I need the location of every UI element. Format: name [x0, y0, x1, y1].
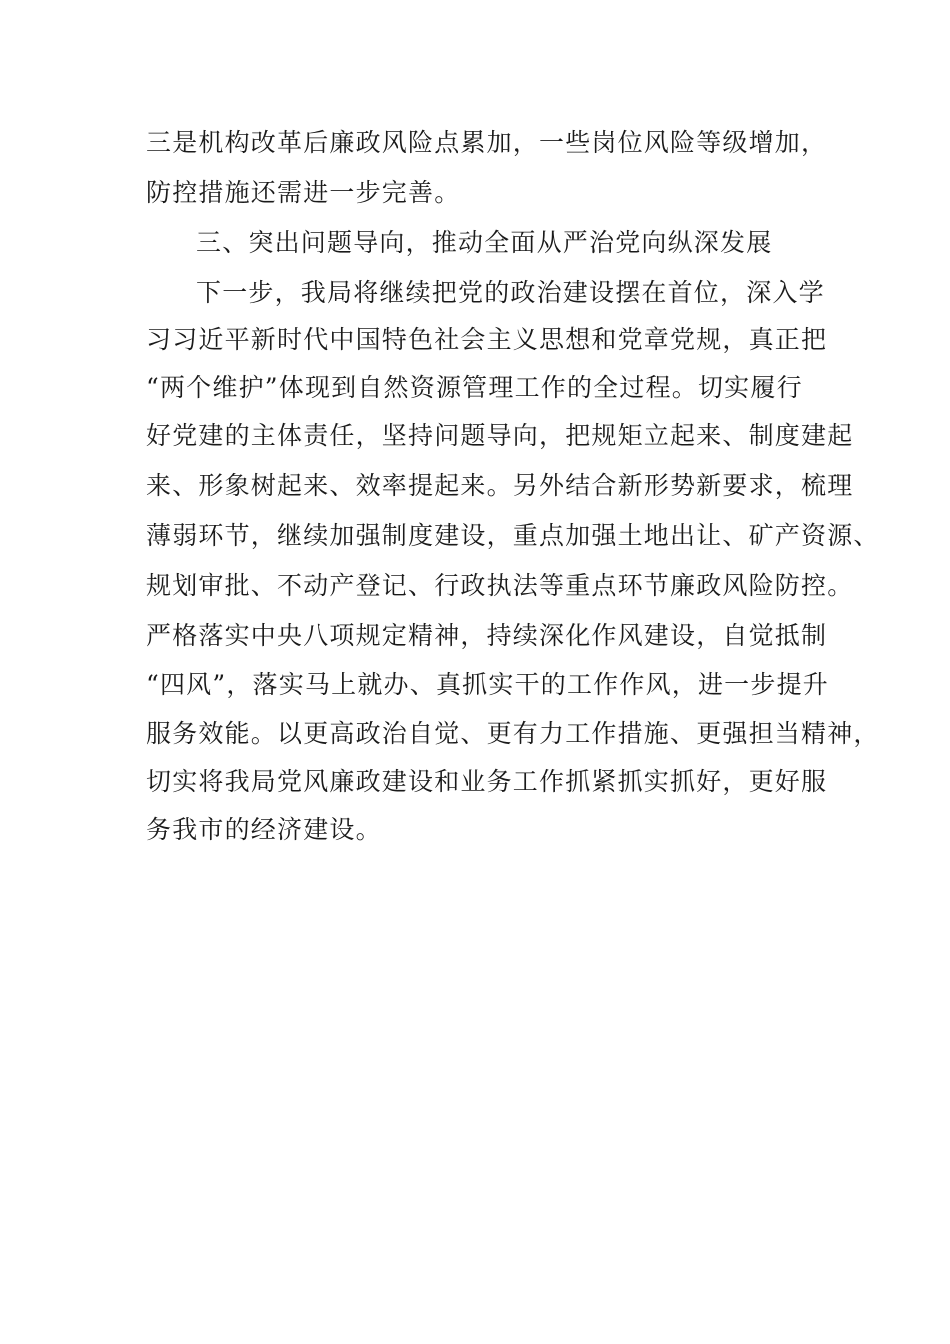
paragraph-line: 好党建的主体责任，坚持问题导向，把规矩立起来、制度建起: [146, 421, 854, 450]
paragraph-line: 三是机构改革后廉政风险点累加，一些岗位风险等级增加，: [146, 128, 828, 157]
paragraph-line: 严格落实中央八项规定精神，持续深化作风建设，自觉抵制: [146, 621, 828, 650]
paragraph-line: 切实将我局党风廉政建设和业务工作抓紧抓实抓好，更好服: [146, 767, 828, 796]
paragraph-line: 来、形象树起来、效率提起来。另外结合新形势新要求，梳理: [146, 471, 854, 500]
paragraph-line: 薄弱环节，继续加强制度建设，重点加强土地出让、矿产资源、: [146, 521, 880, 550]
paragraph-line: “四风”，落实马上就办、真抓实干的工作作风，进一步提升: [146, 670, 829, 699]
paragraph-line: 下一步，我局将继续把党的政治建设摆在首位，深入学: [196, 278, 825, 307]
paragraph-line: 习习近平新时代中国特色社会主义思想和党章党规，真正把: [146, 325, 828, 354]
paragraph-line: 务我市的经济建设。: [146, 815, 382, 844]
section-heading: 三、突出问题导向，推动全面从严治党向纵深发展: [196, 228, 773, 257]
paragraph-line: 防控措施还需进一步完善。: [146, 178, 461, 207]
paragraph-line: “两个维护”体现到自然资源管理工作的全过程。切实履行: [146, 373, 803, 402]
paragraph-line: 服务效能。以更高政治自觉、更有力工作措施、更强担当精神，: [146, 719, 880, 748]
paragraph-line: 规划审批、不动产登记、行政执法等重点环节廉政风险防控。: [146, 571, 854, 600]
